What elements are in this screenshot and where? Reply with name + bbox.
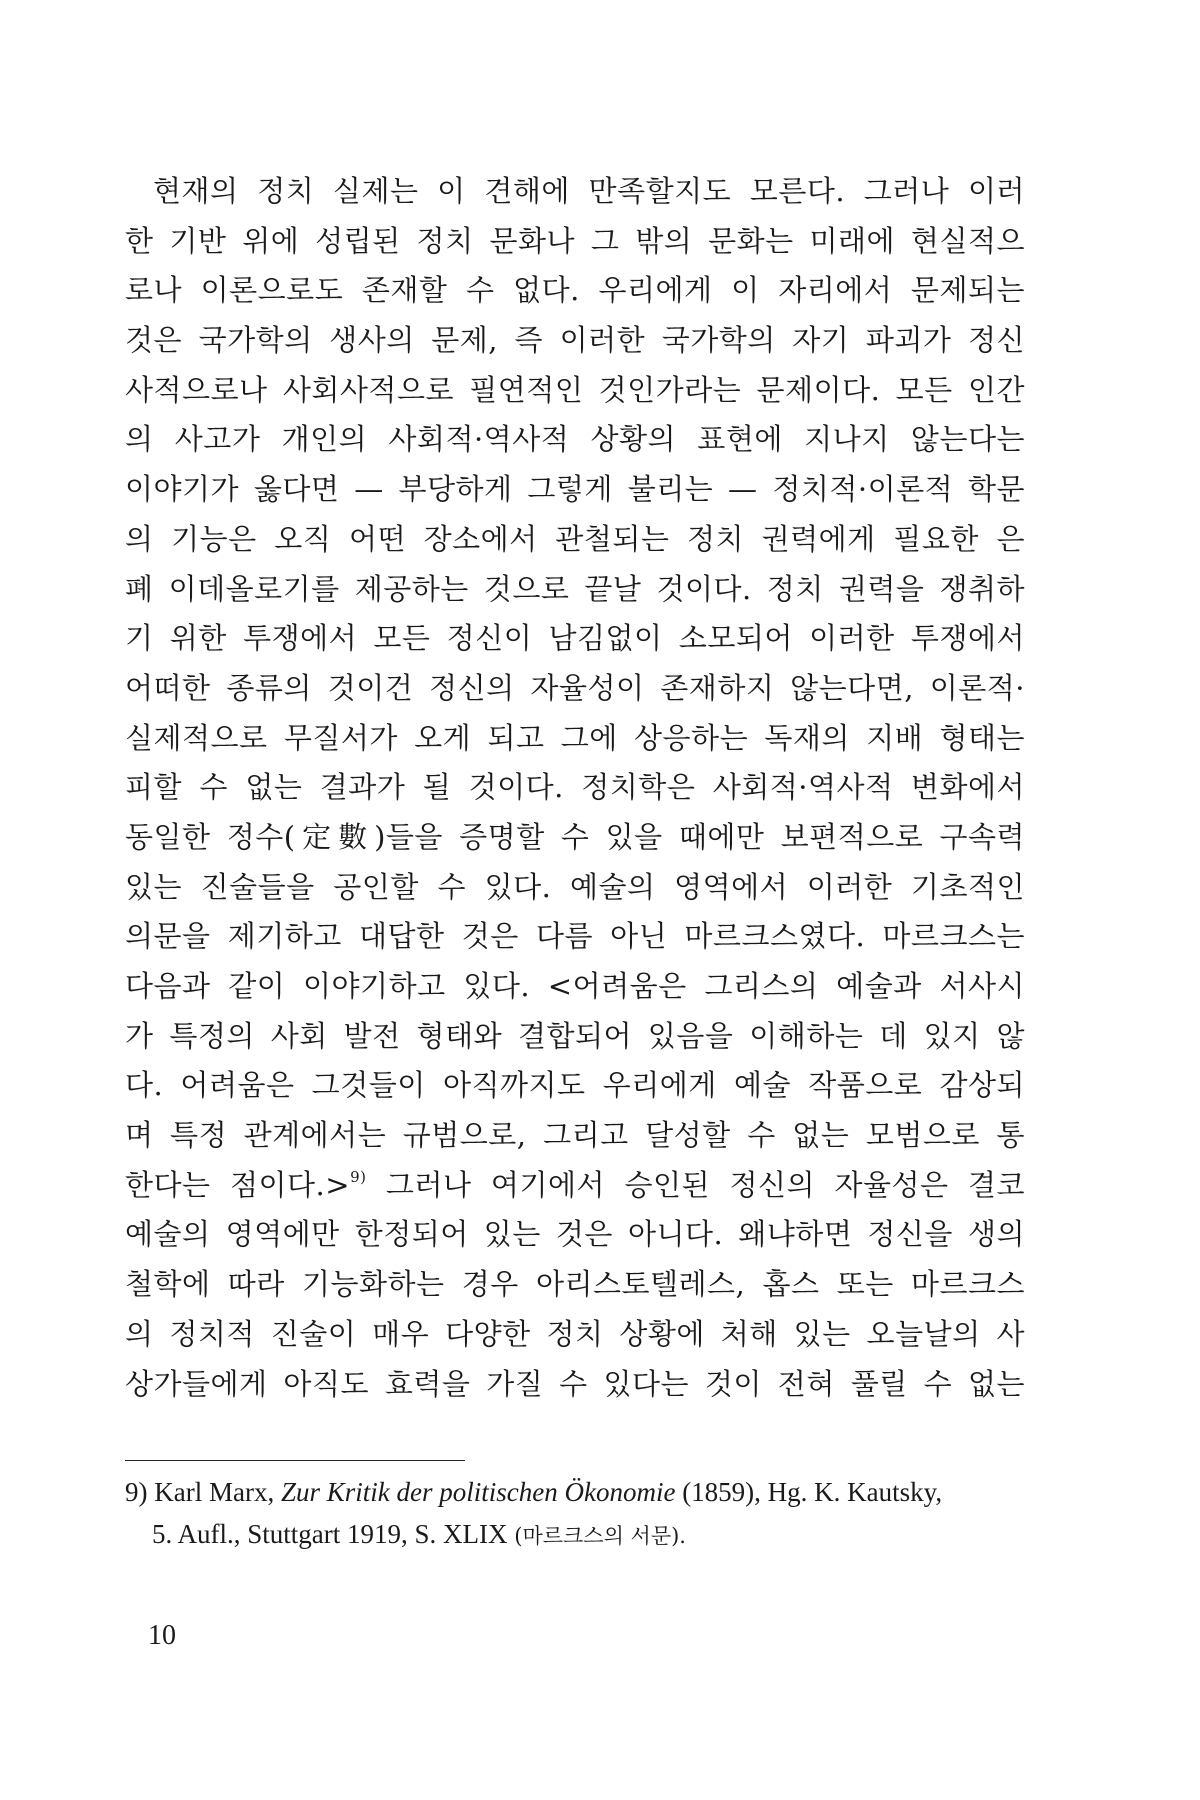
text-line: 어떠한 종류의 것이건 정신의 자율성이 존재하지 않는다면, 이론적· — [125, 670, 1025, 705]
text-line-with-footnote-ref — [125, 1161, 1025, 1211]
footnote-details: (1859), Hg. K. Kautsky, — [682, 1477, 943, 1507]
footnote-title: Zur Kritik der politischen Ökonomie — [280, 1477, 676, 1507]
text-line: 로나 이론으로도 존재할 수 없다. 우리에게 이 자리에서 문제되는 — [125, 273, 1025, 308]
text-line: 한 기반 위에 성립된 정치 문화나 그 밖의 문화는 미래에 현실적으 — [125, 223, 1025, 258]
text-line: 다음과 같이 이야기하고 있다. <어려움은 그리스의 예술과 서사시 — [125, 969, 1025, 1003]
text-line: 폐 이데올로기를 제공하는 것으로 끝날 것이다. 정치 권력을 쟁취하 — [125, 571, 1025, 606]
text-line: 피할 수 없는 결과가 될 것이다. 정치학은 사회적·역사적 변화에서 — [125, 770, 1025, 805]
text-line: 기 위한 투쟁에서 모든 정신이 남김없이 소모되어 이러한 투쟁에서 — [125, 621, 1025, 656]
text-line: 철학에 따라 기능화하는 경우 아리스토텔레스, 홉스 또는 마르크스 — [125, 1267, 1025, 1302]
text-line: 있는 진술들을 공인할 수 있다. 예술의 영역에서 이러한 기초적인 — [125, 869, 1025, 904]
footnote-reference[interactable]: 9) — [350, 1167, 367, 1186]
text-line: 의 정치적 진술이 매우 다양한 정치 상황에 처해 있는 오늘날의 사 — [125, 1316, 1025, 1351]
text-line: 의 사고가 개인의 사회적·역사적 상황의 표현에 지나지 않는다는 — [125, 422, 1025, 457]
text-line: 의 기능은 오직 어떤 장소에서 관철되는 정치 권력에게 필요한 은 — [125, 521, 1025, 556]
body-text — [125, 167, 1025, 1409]
text-segment: 그러나 여기에서 승인된 정신의 자율성은 결코 — [366, 1167, 1025, 1202]
footnote-marker: 9) — [125, 1477, 148, 1507]
text-line: 다. 어려움은 그것들이 아직까지도 우리에게 예술 작품으로 감상되 — [125, 1068, 1025, 1103]
text-segment: 한다는 점이다.> — [125, 1167, 351, 1202]
footnote-details: 5. Aufl., Stuttgart 1919, S. XLIX — [152, 1519, 508, 1549]
text-line: 실제적으로 무질서가 오게 되고 그에 상응하는 독재의 지배 형태는 — [125, 720, 1025, 755]
text-line: 현재의 정치 실제는 이 견해에 만족할지도 모른다. 그러나 이러 — [153, 174, 1025, 208]
footnote-divider — [125, 1460, 465, 1461]
text-line: 이야기가 옳다면 — 부당하게 그렇게 불리는 — 정치적·이론적 학문 — [125, 472, 1025, 507]
footnote-note: (마르크스의 서문). — [514, 1524, 686, 1548]
footnote — [125, 1471, 1025, 1557]
text-line: 것은 국가학의 생사의 문제, 즉 이러한 국가학의 자기 파괴가 정신 — [125, 323, 1025, 358]
footnote-author: Karl Marx, — [154, 1477, 275, 1507]
text-line: 며 특정 관계에서는 규범으로, 그리고 달성할 수 없는 모범으로 통 — [125, 1118, 1025, 1153]
text-line: 상가들에게 아직도 효력을 가질 수 있다는 것이 전혀 풀릴 수 없는 — [125, 1366, 1025, 1401]
footnote-line — [125, 1513, 1025, 1557]
text-line: 예술의 영역에만 한정되어 있는 것은 아니다. 왜냐하면 정신을 생의 — [125, 1217, 1025, 1252]
text-line: 의문을 제기하고 대답한 것은 다름 아닌 마르크스였다. 마르크스는 — [125, 919, 1025, 954]
text-line: 동일한 정수(定數)들을 증명할 수 있을 때에만 보편적으로 구속력 — [125, 819, 1025, 854]
text-line: 사적으로나 사회사적으로 필연적인 것인가라는 문제이다. 모든 인간 — [125, 372, 1025, 407]
page-number: 10 — [148, 1620, 176, 1651]
footnote-line — [125, 1471, 1025, 1513]
text-line: 가 특정의 사회 발전 형태와 결합되어 있음을 이해하는 데 있지 않 — [125, 1018, 1025, 1053]
